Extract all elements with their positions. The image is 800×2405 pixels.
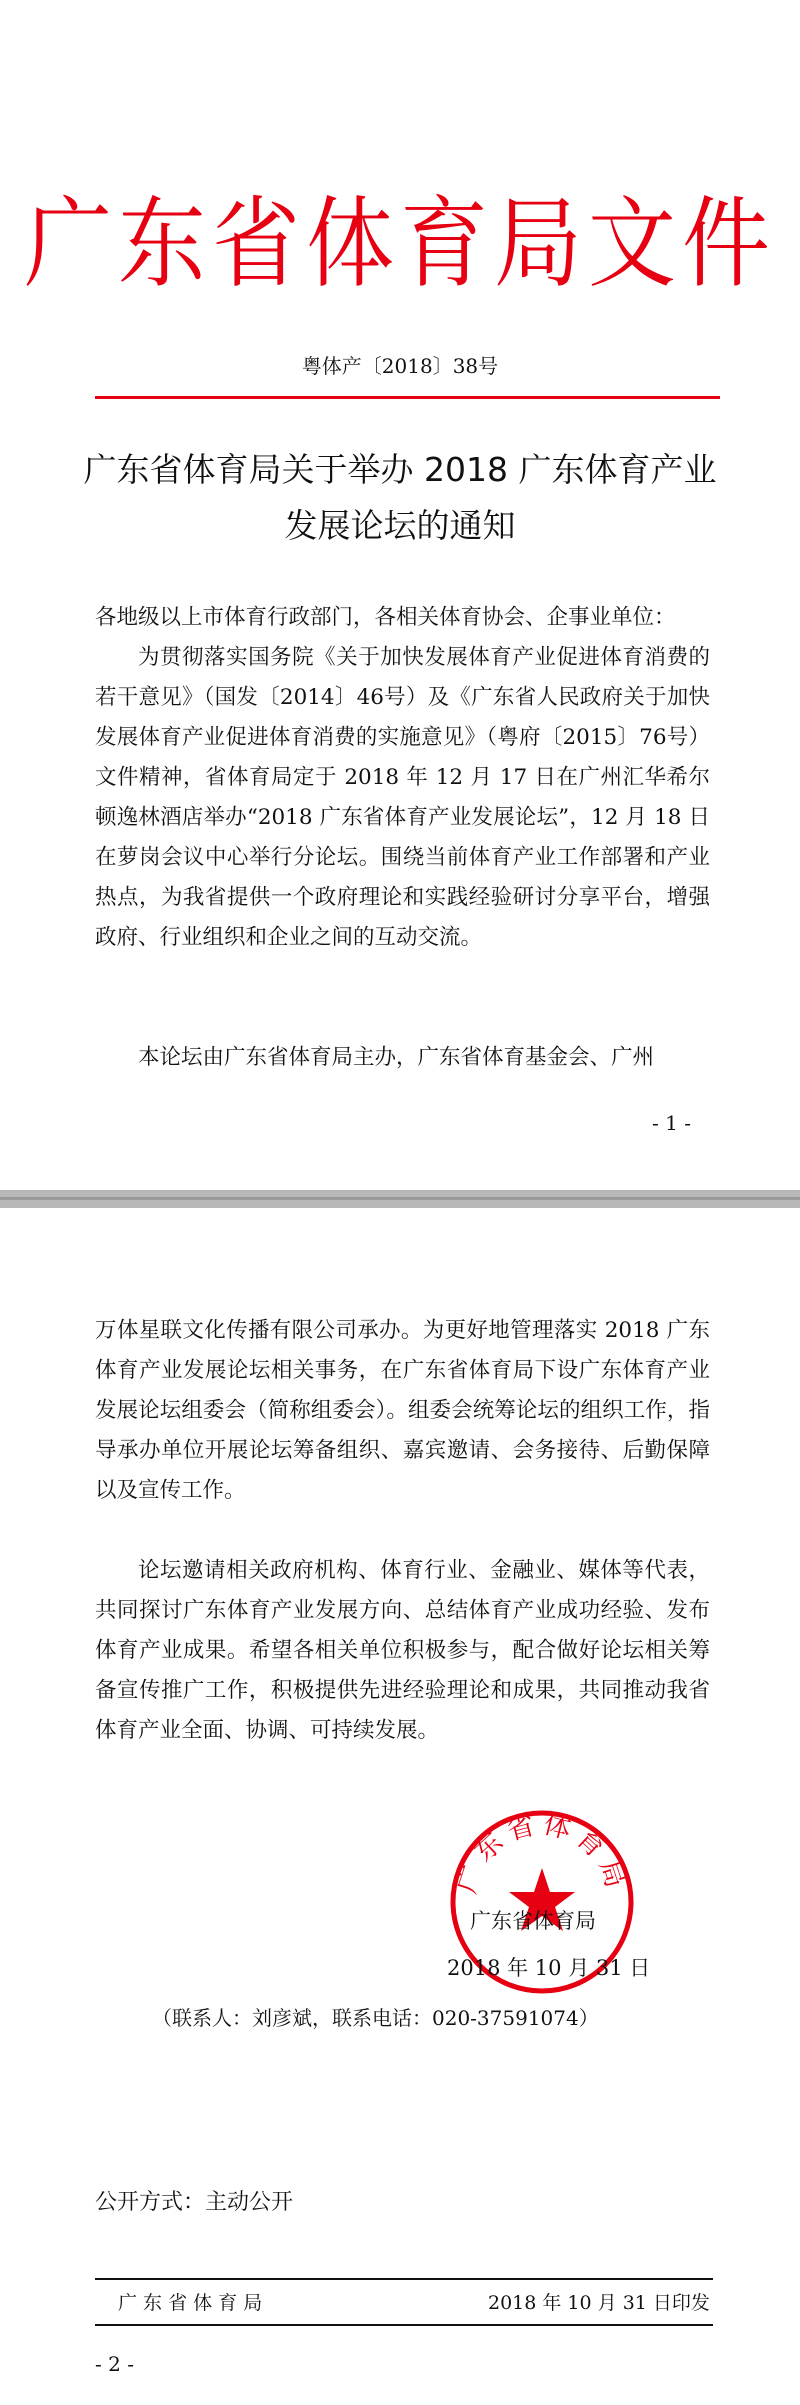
disclosure-method: 公开方式：主动公开 [95, 2190, 294, 2215]
signature-date: 2018 年 10 月 31 日 [447, 1956, 651, 1980]
page-number-2: - 2 - [95, 2352, 134, 2376]
notice-title-line-1: 广东省体育局关于举办 2018 广东体育产业 [83, 450, 717, 489]
page-separator-line [0, 1197, 800, 1200]
seal-text: 广东省体育局 [451, 1808, 633, 1898]
page-number-1: - 1 - [652, 1111, 691, 1135]
header-red-rule [95, 396, 720, 399]
notice-title-line-2: 发展论坛的通知 [284, 506, 516, 545]
footer-bottom-rule [95, 2324, 713, 2326]
signature-organization: 广东省体育局 [470, 1909, 596, 1933]
paragraph-3: 论坛邀请相关政府机构、体育行业、金融业、媒体等代表，共同探讨广东体育产业发展方向、总结体育产业成功经验、发布体育产业成果。希望各相关单位积极参与，配合做好论坛相关筹备宣传推广工作，积极提供先进经验理论和成果，共同推动我省体育产业全面、协调、可持续发展。 [95, 1558, 710, 1743]
document-header-title: 广东省体育局文件 [23, 185, 776, 302]
footer-issuer: 广 东 省 体 育 局 [118, 2292, 263, 2314]
paragraph-2-continued: 万体星联文化传播有限公司承办。为更好地管理落实 2018 广东体育产业发展论坛相关事务，在广东省体育局下设广东体育产业发展论坛组委会（简称组委会）。组委会统筹论坛的组织工作，指导承办单位开展论坛筹备组织、嘉宾邀请、会务接待、后勤保障以及宣传工作。 [95, 1318, 710, 1503]
salutation: 各地级以上市体育行政部门，各相关体育协会、企事业单位： [95, 605, 676, 630]
contact-info: （联系人：刘彦斌，联系电话：020-37591074） [152, 2006, 599, 2030]
paragraph-2-start: 本论坛由广东省体育局主办，广东省体育基金会、广州 [138, 1045, 655, 1070]
page-1 [0, 0, 800, 1190]
paragraph-1: 为贯彻落实国务院《关于加快发展体育产业促进体育消费的若干意见》（国发〔2014〕46号）及《广东省人民政府关于加快发展体育产业促进体育消费的实施意见》（粤府〔2015〕76号）文件精神，省体育局定于 2018 年 12 月 17 日在广州汇华希尔顿逸林酒店举办“2018 广东省体育产业发展论坛”，12 月 18 日在萝岗会议中心举行分论坛。围绕当前体育产业工作部署和产业热点，为我省提供一个政府理论和实践经验研讨分享平台，增强政府、行业组织和企业之间的互动交流。 [95, 645, 710, 950]
document-number: 粤体产〔2018〕38号 [301, 354, 499, 378]
footer-issue-date: 2018 年 10 月 31 日印发 [488, 2292, 710, 2314]
footer-top-rule [95, 2278, 713, 2280]
